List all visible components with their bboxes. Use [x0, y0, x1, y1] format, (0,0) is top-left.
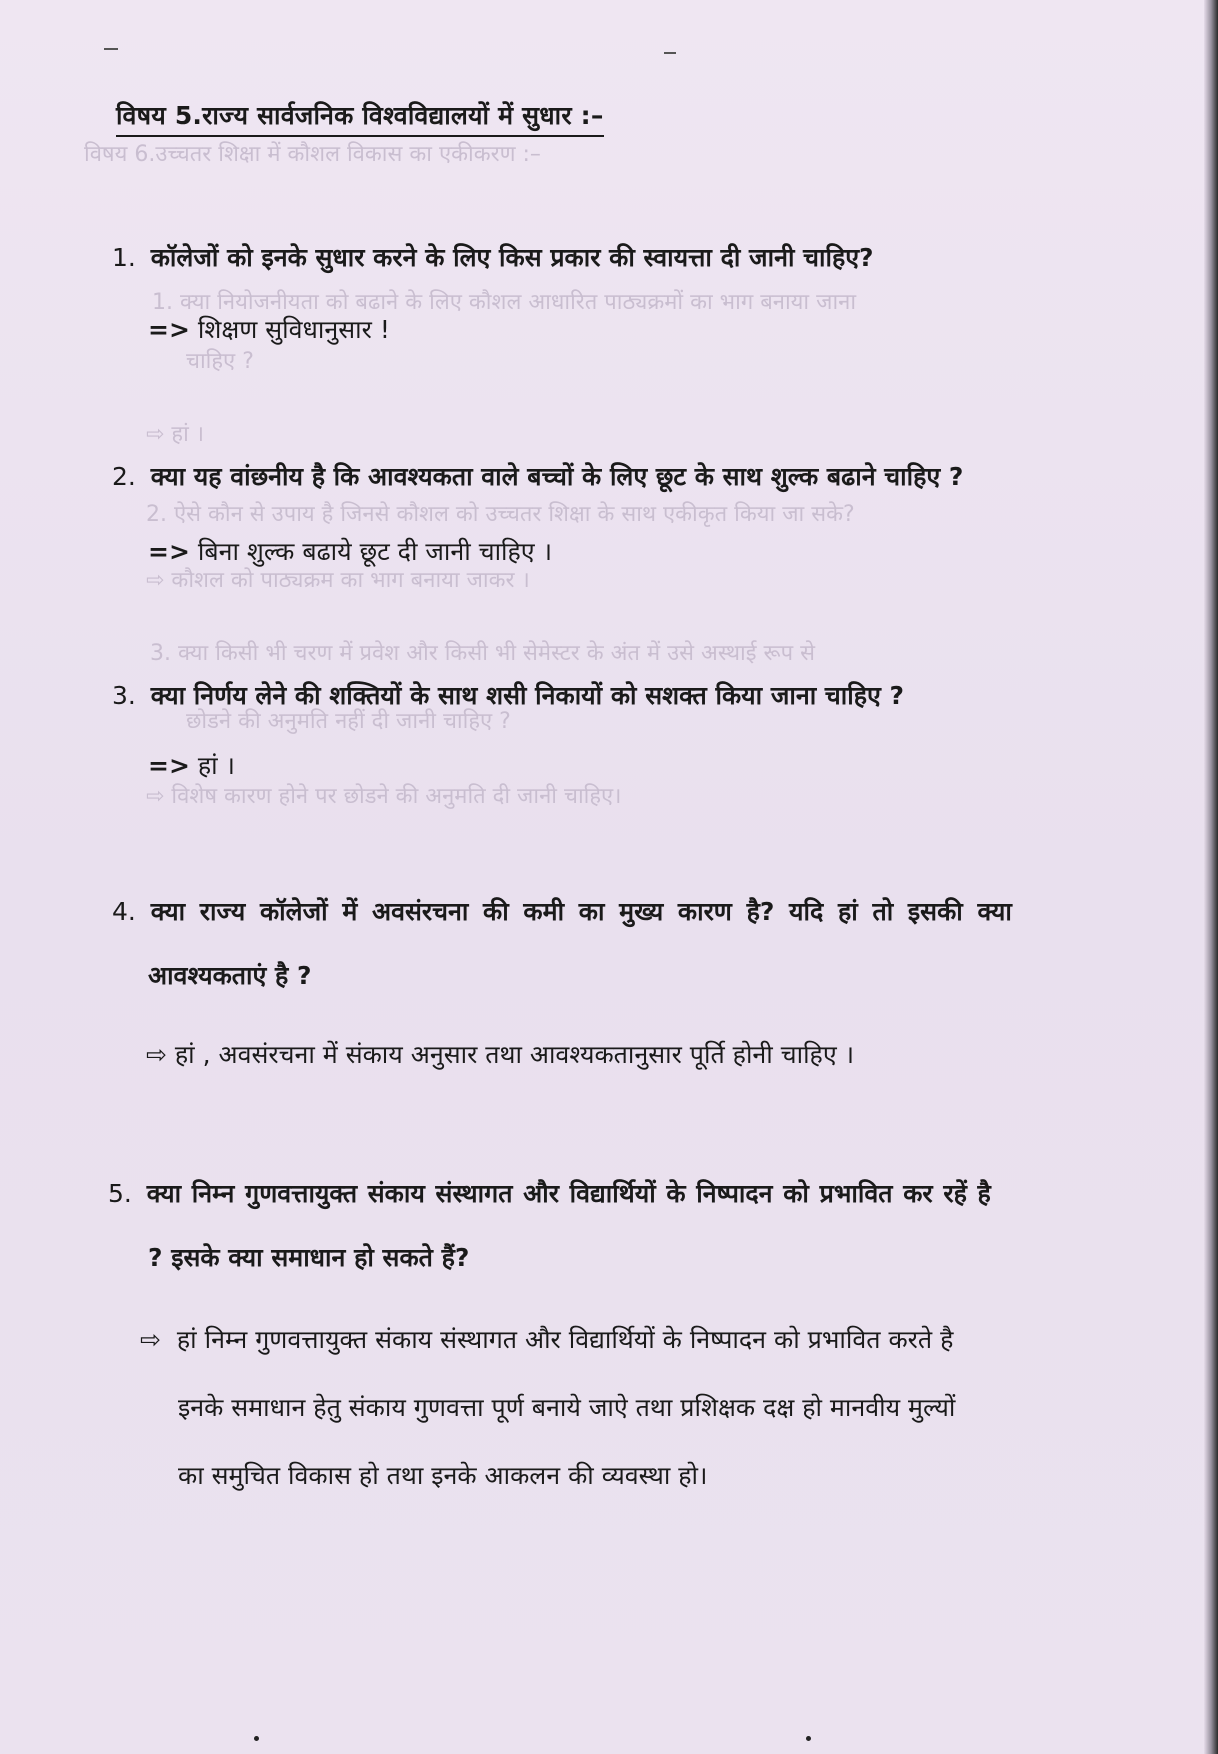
- answer-5: [140, 1322, 953, 1356]
- question-2: [112, 459, 963, 493]
- answer-text: हां निम्न गुणवत्तायुक्त संकाय संस्थागत और विद्यार्थियों के निष्पादन को प्रभावित करते है: [176, 1325, 954, 1354]
- answer-text: बिना शुल्क बढाये छूट दी जानी चाहिए ।: [197, 537, 553, 566]
- scan-dot: [806, 1736, 811, 1741]
- section-heading: विषय 5.राज्य सार्वजनिक विश्वविद्यालयों में सुधार :–: [116, 98, 604, 137]
- arrow-icon: =>: [148, 315, 190, 344]
- answer-3: [148, 748, 235, 782]
- question-number: 1.: [112, 243, 136, 272]
- answer-text: हां , अवसंरचना में संकाय अनुसार तथा आवश्यकतानुसार पूर्ति होनी चाहिए ।: [174, 1040, 855, 1069]
- arrow-icon: ⇨: [140, 1325, 161, 1354]
- scan-mark: [664, 52, 676, 54]
- show-through-line: ⇨ विशेष कारण होने पर छोडने की अनुमति दी जानी चाहिए।: [146, 784, 622, 809]
- show-through-line: 2. ऐसे कौन से उपाय है जिनसे कौशल को उच्चतर शिक्षा के साथ एकीकृत किया जा सके?: [146, 502, 855, 527]
- answer-1: [148, 312, 390, 346]
- question-5-continuation: ? इसके क्या समाधान हो सकते हैं?: [148, 1243, 470, 1272]
- question-number: 3.: [112, 681, 136, 710]
- show-through-line: ⇨ कौशल को पाठ्यक्रम का भाग बनाया जाकर ।: [146, 568, 530, 593]
- show-through-line: छोडने की अनुमति नहीं दी जानी चाहिए ?: [186, 709, 511, 734]
- show-through-line: विषय 6.उच्चतर शिक्षा में कौशल विकास का एकीकरण :–: [84, 142, 541, 167]
- answer-5-line-3: का समुचित विकास हो तथा इनके आकलन की व्यवस्था हो।: [178, 1461, 708, 1490]
- arrow-icon: =>: [148, 537, 190, 566]
- page-edge-shadow: [1204, 0, 1218, 1754]
- question-5: [108, 1176, 991, 1210]
- question-number: 5.: [108, 1179, 132, 1208]
- arrow-icon: =>: [148, 751, 190, 780]
- question-text: क्या यह वांछनीय है कि आवश्यकता वाले बच्चों के लिए छूट के साथ शुल्क बढाने चाहिए ?: [150, 462, 964, 491]
- question-text: क्या निम्न गुणवत्तायुक्त संकाय संस्थागत और विद्यार्थियों के निष्पादन को प्रभावित कर रहें है: [146, 1179, 991, 1208]
- answer-5-line-2: इनके समाधान हेतु संकाय गुणवत्ता पूर्ण बनाये जाऐ तथा प्रशिक्षक दक्ष हो मानवीय मुल्यों: [178, 1393, 956, 1422]
- question-text: क्या राज्य कॉलेजों में अवसंरचना की कमी का मुख्य कारण है? यदि हां तो इसकी क्या: [150, 897, 1012, 926]
- show-through-line: चाहिए ?: [186, 349, 254, 374]
- scan-mark: [104, 48, 118, 50]
- question-text: कॉलेजों को इनके सुधार करने के लिए किस प्रकार की स्वायत्ता दी जानी चाहिए?: [150, 243, 874, 272]
- question-3: [112, 678, 904, 712]
- answer-4: [146, 1037, 854, 1071]
- question-4-continuation: आवश्यकताएं है ?: [148, 961, 312, 990]
- scan-dot: [254, 1736, 259, 1741]
- answer-2: [148, 534, 552, 568]
- answer-text: हां ।: [197, 751, 236, 780]
- show-through-line: 1. क्या नियोजनीयता को बढाने के लिए कौशल आधारित पाठ्यक्रमों का भाग बनाया जाना: [152, 290, 857, 315]
- show-through-line: 3. क्या किसी भी चरण में प्रवेश और किसी भी सेमेस्टर के अंत में उसे अस्थाई रूप से: [150, 641, 815, 666]
- show-through-line: ⇨ हां ।: [146, 422, 205, 447]
- question-1: [112, 240, 874, 274]
- question-number: 4.: [112, 897, 136, 926]
- question-text: क्या निर्णय लेने की शक्तियों के साथ शसी निकायों को सशक्त किया जाना चाहिए ?: [150, 681, 905, 710]
- question-number: 2.: [112, 462, 136, 491]
- answer-text: शिक्षण सुविधानुसार !: [197, 315, 390, 344]
- question-4: [112, 894, 1012, 928]
- arrow-icon: ⇨: [146, 1040, 167, 1069]
